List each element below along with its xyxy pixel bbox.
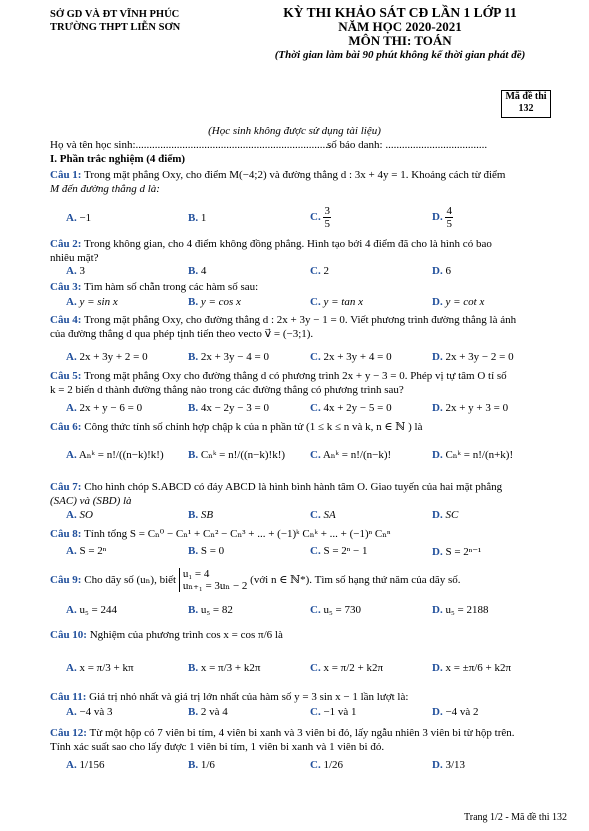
option-d[interactable]: D. 6 — [432, 265, 451, 277]
question-3: Câu 3: Tìm hàm số chẵn trong các hàm số sau: — [50, 281, 259, 293]
exam-code-box — [501, 90, 551, 118]
option-a[interactable]: A. 1/156 — [66, 759, 105, 771]
option-b[interactable]: B. 2 và 4 — [188, 706, 228, 718]
option-a[interactable]: A. 2x + y − 6 = 0 — [66, 402, 143, 414]
exam-header — [250, 6, 550, 62]
option-b[interactable]: B. SB — [188, 509, 214, 521]
section-title: I. Phần trắc nghiệm (4 điểm) — [50, 153, 186, 165]
question-1 — [50, 168, 560, 196]
option-c[interactable]: C. x = π/2 + k2π — [310, 662, 384, 674]
option-a[interactable]: A. 2x + 3y + 2 = 0 — [66, 351, 148, 363]
option-d[interactable]: D. $\frac{4}{5}$ — [432, 205, 452, 230]
option-a[interactable]: A. −4 và 3 — [66, 706, 113, 718]
option-a[interactable]: A. u₅ = 244 — [66, 604, 117, 616]
question-8: Câu 8: Tính tổng S = Cₙ⁰ − Cₙ¹ + Cₙ² − Cₙ³ + ... + (−1)ᵏ Cₙᵏ + ... + (−1)ⁿ Cₙⁿ — [50, 528, 391, 540]
question-text-cont: M đến đường thẳng d là: — [50, 183, 160, 195]
exam-code-label: Mã đề thi — [505, 91, 547, 102]
option-d[interactable]: D. 2x + y + 3 = 0 — [432, 402, 509, 414]
time-note: (Thời gian làm bài 90 phút không kể thời gian phát đề) — [274, 49, 526, 61]
option-d[interactable]: D. S = 2ⁿ⁻¹ — [432, 546, 482, 558]
option-b[interactable]: B. 2x + 3y − 4 = 0 — [188, 351, 269, 363]
option-b[interactable]: B. y = cos x — [188, 296, 241, 308]
option-c[interactable]: C. 2x + 3y + 4 = 0 — [310, 351, 392, 363]
question-7: Câu 7: Cho hình chóp S.ABCD có đáy ABCD là hình bình hành tâm O. Giao tuyến của hai mặt phẳng (SAC) và (SBD) là — [50, 481, 503, 507]
option-d[interactable]: D. x = ±π/6 + k2π — [432, 662, 512, 674]
option-a[interactable]: A. SO — [66, 509, 93, 521]
option-a[interactable]: A. y = sin x — [66, 296, 118, 308]
exam-title: KỲ THI KHẢO SÁT CĐ LẦN 1 LỚP 11 — [283, 5, 517, 20]
option-c[interactable]: C. SA — [310, 509, 336, 521]
candidate-info — [50, 139, 560, 151]
question-11: Câu 11: Giá trị nhỏ nhất và giá trị lớn nhất của hàm số y = 3 sin x − 1 lần lượt là: — [50, 691, 409, 703]
question-label: Câu 1: — [50, 169, 82, 181]
option-b[interactable]: B. 4 — [188, 265, 207, 277]
subject: MÔN THI: TOÁN — [348, 33, 452, 48]
option-c[interactable]: C. S = 2ⁿ − 1 — [310, 545, 368, 557]
option-c[interactable]: C. $\frac{3}{5}$ — [310, 205, 330, 230]
option-b[interactable]: B. x = π/3 + k2π — [188, 662, 261, 674]
school-year: NĂM HỌC 2020-2021 — [338, 19, 462, 34]
question-9: Câu 9: Cho dãy số (uₙ), biết u₁ = 4 uₙ₊₁ = 3uₙ − 2 (với n ∈ ℕ*). Tìm số hạng thứ năm của dãy số. — [50, 568, 461, 592]
question-12: Câu 12: Từ một hộp có 7 viên bi tím, 4 viên bi xanh và 3 viên bi đỏ, lấy ngẫu nhiên 3 viên bi từ hộp trên. Tính xác suất sao cho lấy được 1 viên bi tím, 1 viên bi xanh và 1 viên bi đỏ. — [50, 727, 515, 753]
option-a[interactable]: A. x = π/3 + kπ — [66, 662, 134, 674]
option-c[interactable]: C. y = tan x — [310, 296, 363, 308]
option-b[interactable]: B. S = 0 — [188, 545, 225, 557]
option-a[interactable]: A. S = 2ⁿ — [66, 545, 107, 557]
department-name: SỞ GD VÀ ĐT VĨNH PHÚC — [50, 9, 180, 20]
option-a[interactable]: A. Aₙᵏ = n!/((n−k)!k!) — [66, 449, 164, 461]
student-id-line: số báo danh: ..................................... — [327, 139, 488, 151]
option-d[interactable]: D. 3/13 — [432, 759, 466, 771]
option-d[interactable]: D. Cₙᵏ = n!/(n+k)! — [432, 449, 514, 461]
option-c[interactable]: C. Aₙᵏ = n!/(n−k)! — [310, 449, 392, 461]
option-b[interactable]: B. 1/6 — [188, 759, 215, 771]
exam-code-value: 132 — [518, 103, 534, 114]
option-d[interactable]: D. SC — [432, 509, 459, 521]
school-header — [50, 8, 180, 34]
option-c[interactable]: C. 2 — [310, 265, 329, 277]
question-text: Trong mặt phẳng Oxy, cho điểm M(−4;2) và đường thẳng d : 3x + 4y = 1. Khoảng cách từ điểm — [84, 169, 506, 181]
option-b[interactable]: B. 4x − 2y − 3 = 0 — [188, 402, 269, 414]
option-b[interactable]: B. 1 — [188, 212, 207, 224]
option-d[interactable]: D. u₅ = 2188 — [432, 604, 489, 616]
option-d[interactable]: D. −4 và 2 — [432, 706, 479, 718]
question-2: Câu 2: Trong không gian, cho 4 điểm không đồng phẳng. Hình tạo bởi 4 điểm đã cho là hình có bao nhiêu mặt? — [50, 238, 492, 264]
option-b[interactable]: B. u₅ = 82 — [188, 604, 233, 616]
option-a[interactable]: A. 3 — [66, 265, 85, 277]
recurrence-system: u₁ = 4 uₙ₊₁ = 3uₙ − 2 — [179, 568, 248, 592]
option-c[interactable]: C. u₅ = 730 — [310, 604, 361, 616]
question-4: Câu 4: Trong mặt phẳng Oxy, cho đường thẳng d : 2x + 3y − 1 = 0. Viết phương trình đường thẳng là ảnh của đường thẳng d qua phép tịnh tiến theo vecto v⃗ = (−3;1). — [50, 314, 517, 340]
student-name-line: Họ và tên học sinh:....................................................................... — [50, 139, 331, 151]
question-10: Câu 10: Nghiệm của phương trình cos x = cos π/6 là — [50, 629, 283, 641]
option-d[interactable]: D. y = cot x — [432, 296, 485, 308]
school-name: TRƯỜNG THPT LIỄN SƠN — [50, 22, 181, 33]
option-c[interactable]: C. −1 và 1 — [310, 706, 357, 718]
option-d[interactable]: D. 2x + 3y − 2 = 0 — [432, 351, 514, 363]
page-footer: Trang 1/2 - Mã đề thi 132 — [464, 812, 567, 823]
question-6: Câu 6: Công thức tính số chỉnh hợp chập k của n phần tử (1 ≤ k ≤ n và k, n ∈ ℕ ) là — [50, 421, 423, 433]
option-a[interactable]: A. −1 — [66, 212, 92, 224]
no-materials-note: (Học sinh không được sử dụng tài liệu) — [208, 125, 381, 137]
option-c[interactable]: C. 4x + 2y − 5 = 0 — [310, 402, 392, 414]
question-5: Câu 5: Trong mặt phẳng Oxy cho đường thẳng d có phương trình 2x + y − 3 = 0. Phép vị tự tâm O tỉ số k = 2 biến d thành đường thẳng nào trong các đường thẳng có phương trình sau? — [50, 370, 507, 396]
option-c[interactable]: C. 1/26 — [310, 759, 344, 771]
option-b[interactable]: B. Cₙᵏ = n!/((n−k)!k!) — [188, 449, 286, 461]
